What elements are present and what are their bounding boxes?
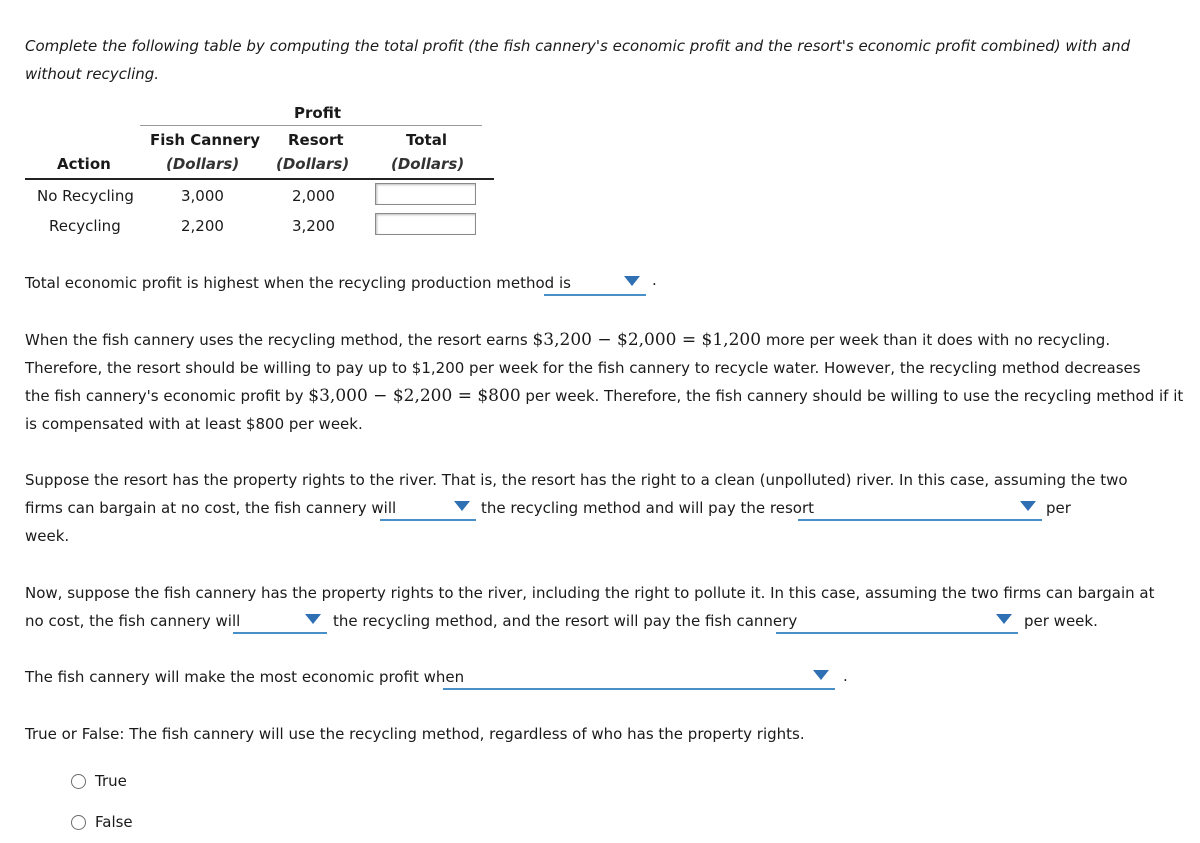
explanation-line-3 [25, 382, 1183, 410]
q3-line-2a: no cost, the fish cannery will [25, 612, 241, 630]
dropdown-arrow-icon [1020, 501, 1036, 511]
q2-line-2b: the recycling method and will pay the resort [481, 499, 815, 517]
explanation-line-4: is compensated with at least $800 per week. [25, 415, 363, 433]
q5-text: True or False: The fish cannery will use the recycling method, regardless of who has the property rights. [25, 725, 805, 743]
header-divider [140, 125, 482, 126]
q3-line-1: Now, suppose the fish cannery has the property rights to the river, including the right to pollute it. In this case, assuming the two firms can bargain at [25, 584, 1155, 602]
radio-label-true: True [95, 772, 127, 790]
col-unit-resort: (Dollars) [276, 155, 350, 173]
instructions-text: Complete the following table by computing the total profit (the fish cannery's economic profit and the resort's economic profit combined) with and without recycling. [25, 37, 1131, 83]
explanation-line-2: Therefore, the resort should be willing to pay up to $1,200 per week for the fish cannery to recycle water. However, the recycling method decreases [25, 359, 1141, 377]
col-header-fish-cannery: Fish Cannery [150, 131, 261, 149]
row-label-no-recycling: No Recycling [37, 187, 134, 205]
cell-fish-recycling: 2,200 [181, 217, 224, 235]
col-header-resort: Resort [288, 131, 344, 149]
dropdown-arrow-icon [813, 670, 829, 680]
q1-period: . [652, 271, 657, 289]
q3-line-2b: the recycling method, and the resort will pay the fish cannery [333, 612, 798, 630]
q1-recycling-method-dropdown[interactable] [544, 268, 646, 296]
explanation-line-1 [25, 326, 1110, 354]
radio-label-false: False [95, 813, 133, 831]
radio-button[interactable] [71, 774, 86, 789]
q2-line-2a: firms can bargain at no cost, the fish cannery will [25, 499, 397, 517]
dropdown-arrow-icon [624, 276, 640, 286]
col-unit-fish-cannery: (Dollars) [166, 155, 240, 173]
cell-resort-recycling: 3,200 [292, 217, 335, 235]
radio-button[interactable] [71, 815, 86, 830]
q4-period: . [843, 667, 848, 685]
cell-fish-no-recycling: 3,000 [181, 187, 224, 205]
radio-option-true[interactable] [71, 769, 127, 793]
q4-text: The fish cannery will make the most economic profit when [25, 668, 465, 686]
col-header-total: Total [406, 131, 447, 149]
total-recycling-input[interactable] [375, 213, 476, 235]
explanation-text: per week. Therefore, the fish cannery should be willing to use the recycling method if it [520, 387, 1184, 405]
q4-most-profit-dropdown[interactable] [443, 662, 835, 690]
total-no-recycling-input[interactable] [375, 183, 476, 205]
dropdown-arrow-icon [305, 614, 321, 624]
cell-resort-no-recycling: 2,000 [292, 187, 335, 205]
q3-payment-dropdown[interactable] [776, 606, 1018, 634]
row-label-recycling: Recycling [49, 217, 121, 235]
q3-cannery-action-dropdown[interactable] [233, 606, 327, 634]
dropdown-arrow-icon [996, 614, 1012, 624]
explanation-math: $3,200 − $2,000 = $1,200 [532, 330, 762, 350]
q3-line-2c: per week. [1024, 612, 1098, 630]
explanation-text: more per week than it does with no recycling. [761, 331, 1111, 349]
q2-line-2c: per [1046, 499, 1071, 517]
explanation-text: the fish cannery's economic profit by [25, 387, 309, 405]
explanation-math: $3,000 − $2,200 = $800 [308, 386, 521, 406]
col-header-action: Action [57, 155, 111, 173]
q2-line-3: week. [25, 527, 70, 545]
q2-cannery-action-dropdown[interactable] [380, 493, 476, 521]
col-unit-total: (Dollars) [391, 155, 465, 173]
q1-text: Total economic profit is highest when the recycling production method is [25, 274, 571, 292]
profit-group-header: Profit [294, 104, 341, 122]
explanation-text: When the fish cannery uses the recycling method, the resort earns [25, 331, 533, 349]
table-header-rule [25, 178, 494, 180]
radio-option-false[interactable] [71, 810, 133, 834]
q2-line-1: Suppose the resort has the property rights to the river. That is, the resort has the right to a clean (unpolluted) river. In this case, assuming the two [25, 471, 1128, 489]
dropdown-arrow-icon [454, 501, 470, 511]
q2-payment-dropdown[interactable] [798, 493, 1042, 521]
